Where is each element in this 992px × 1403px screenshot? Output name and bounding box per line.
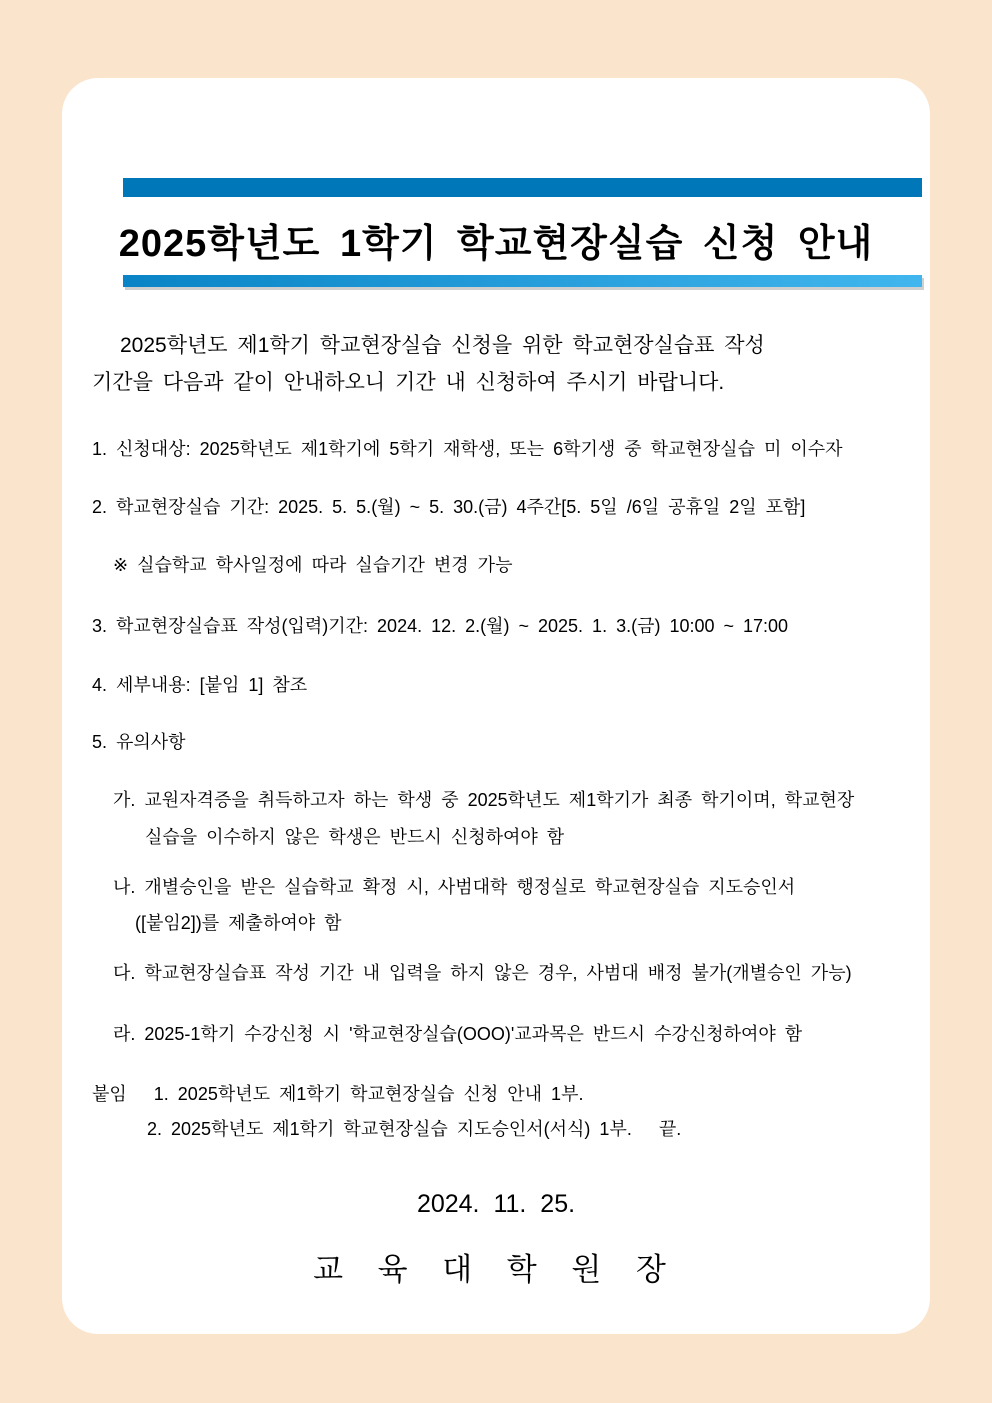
notice-item-5-cautions: 5. 유의사항 — [92, 732, 186, 752]
practice-period-note: ※ 실습학교 학사일정에 따라 실습기간 변경 가능 — [113, 555, 513, 575]
document-date: 2024. 11. 25. — [416, 1190, 576, 1218]
attachments-line-2: 2. 2025학년도 제1학기 학교현장실습 지도승인서(서식) 1부. 끝. — [147, 1119, 682, 1139]
caution-ga-line-1: 가. 교원자격증을 취득하고자 하는 학생 중 2025학년도 제1학기가 최종 학기이며, 학교현장 — [113, 790, 855, 810]
notice-item-1-target: 1. 신청대상: 2025학년도 제1학기에 5학기 재학생, 또는 6학기생 중 학교현장실습 미 이수자 — [92, 439, 843, 459]
notice-item-4-details: 4. 세부내용: [붙임 1] 참조 — [92, 675, 308, 695]
intro-paragraph-line-1: 2025학년도 제1학기 학교현장실습 신청을 위한 학교현장실습표 작성 — [120, 334, 765, 357]
title-top-bar — [123, 178, 922, 197]
caution-na-line-1: 나. 개별승인을 받은 실습학교 확정 시, 사범대학 행정실로 학교현장실습 지도승인서 — [113, 877, 796, 897]
caution-ga-line-2: 실습을 이수하지 않은 학생은 반드시 신청하여야 함 — [145, 827, 565, 847]
caution-ra-line: 라. 2025-1학기 수강신청 시 '학교현장실습(OOO)'교과목은 반드시 수강신청하여야 함 — [113, 1024, 803, 1044]
document-title: 2025학년도 1학기 학교현장실습 신청 안내 — [118, 223, 874, 265]
signer-title: 교 육 대 학 원 장 — [313, 1252, 679, 1287]
attachments-line-1: 붙임 1. 2025학년도 제1학기 학교현장실습 신청 안내 1부. — [92, 1084, 584, 1104]
caution-da-line: 다. 학교현장실습표 작성 기간 내 입력을 하지 않은 경우, 사범대 배정 불가(개별승인 가능) — [113, 963, 852, 983]
title-bottom-gradient-bar — [123, 275, 922, 287]
document-card — [62, 78, 930, 1334]
caution-na-line-2: ([붙임2])를 제출하여야 함 — [135, 913, 342, 933]
intro-paragraph-line-2: 기간을 다음과 같이 안내하오니 기간 내 신청하여 주시기 바랍니다. — [92, 371, 725, 394]
notice-item-3-entry-period: 3. 학교현장실습표 작성(입력)기간: 2024. 12. 2.(월) ~ 2025. 1. 3.(금) 10:00 ~ 17:00 — [92, 616, 789, 636]
notice-item-2-period: 2. 학교현장실습 기간: 2025. 5. 5.(월) ~ 5. 30.(금) 4주간[5. 5일 /6일 공휴일 2일 포함] — [92, 497, 806, 517]
